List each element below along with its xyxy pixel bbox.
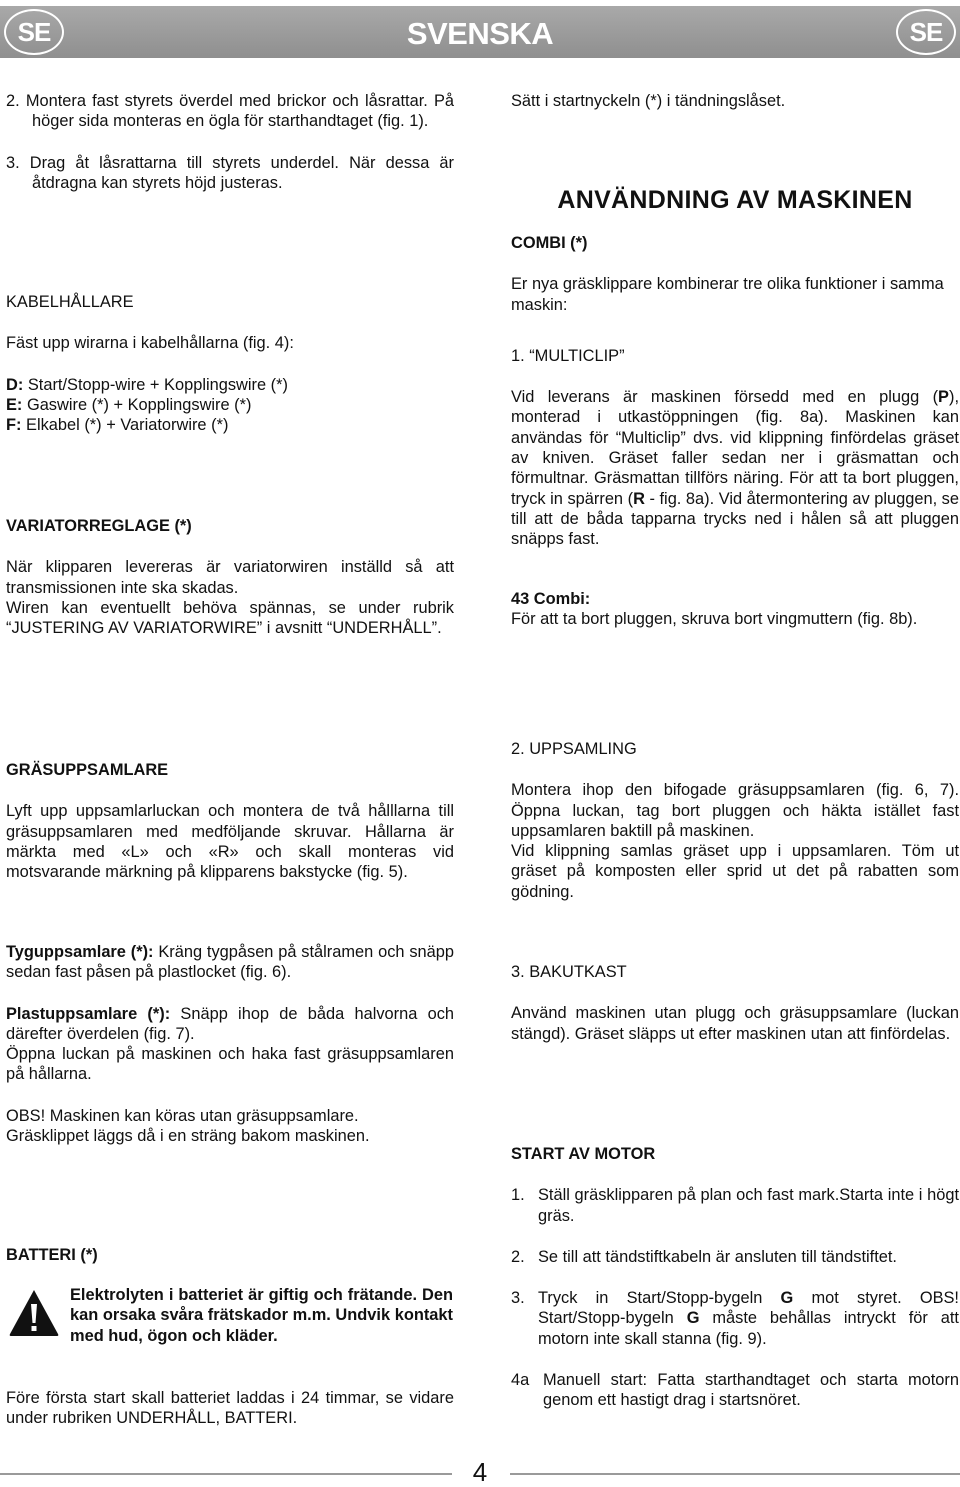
- left-top-column: [6, 91, 454, 193]
- rear-heading: 3. BAKUTKAST: [511, 963, 627, 981]
- battery-text: Före första start skall batteriet laddas i 24 timmar, se vidare under rubriken UNDERHÅLL, BATTERI.: [6, 1389, 454, 1428]
- page-number: 4: [472, 1457, 488, 1487]
- plast-label: Plastuppsamlare (*):: [6, 1004, 171, 1023]
- combi-section: [511, 233, 959, 629]
- variator-heading: VARIATORREGLAGE (*): [6, 517, 192, 535]
- warning-triangle-icon: [8, 1288, 60, 1338]
- open-text: Öppna luckan på maskinen och haka fast gräsuppsamlaren på hållarna.: [6, 1045, 454, 1084]
- tyg-label: Tyguppsamlare (*):: [6, 943, 154, 961]
- step-3: 3. Drag åt låsrattarna till styrets underdel. När dessa är åtdragna kan styrets höjd justeras.: [6, 153, 454, 192]
- motor-step-1: 1. Ställ gräsklipparen på plan och fast mark.Starta inte i högt gräs.: [511, 1186, 959, 1225]
- collect-section: [511, 739, 959, 902]
- obs-line-1: OBS! Maskinen kan köras utan gräsuppsamlare.: [6, 1106, 359, 1125]
- variator-section: [6, 516, 454, 638]
- collect-text: Montera ihop den bifogade gräsuppsamlaren (fig. 6, 7). Öppna luckan, tag bort pluggen och häkta istället fast uppsamlaren baktill på maskinen.: [511, 781, 959, 840]
- grass-heading: GRÄSUPPSAMLARE: [6, 761, 169, 779]
- rear-discharge-section: [511, 962, 959, 1044]
- collect-text-2: Vid klippning samlas gräset upp i uppsamlaren. Töm ut gräset på komposten eller sprid ut det på rabatten som gödning.: [511, 842, 959, 901]
- battery-warning-text: Elektrolyten i batteriet är giftig och frätande. Den kan orsaka svåra frätskador m.m. Undvik kontakt med hud, ögon och kläder.: [70, 1286, 453, 1345]
- language-badge-right: SE: [896, 9, 956, 55]
- collect-heading: 2. UPPSAMLING: [511, 740, 637, 758]
- kabel-section: [6, 292, 454, 435]
- motor-step-3: 3. Tryck in Start/Stopp-bygeln G mot styret. OBS! Start/Stopp-bygeln G måste behållas intryckt för att motorn inte skall stanna (fig. 9).: [511, 1289, 959, 1348]
- combi-heading: COMBI (*): [511, 234, 588, 252]
- page-title: SVENSKA: [406, 16, 554, 51]
- obs-line-2: Gräsklippet läggs då i en sträng bakom maskinen.: [6, 1127, 370, 1146]
- combi43-text: För att ta bort pluggen, skruva bort vingmuttern (fig. 8b).: [511, 609, 918, 628]
- motor-step-2: 2. Se till att tändstiftkabeln är ansluten till tändstiftet.: [511, 1247, 897, 1266]
- plast-text: Snäpp ihop de båda halvorna och därefter överdelen (fig. 7).: [6, 1004, 455, 1043]
- combi43-heading: 43 Combi:: [511, 589, 591, 608]
- battery-heading: BATTERI (*): [6, 1246, 98, 1264]
- kabel-text: Fäst upp wirarna i kabelhållarna (fig. 4):: [6, 334, 294, 353]
- multiclip-heading: 1. “MULTICLIP”: [511, 346, 625, 365]
- cable-d-label: D:: [6, 375, 24, 394]
- start-key-text: Sätt i startnyckeln (*) i tändningslåset.: [511, 92, 786, 110]
- cable-e-label: E:: [6, 395, 23, 414]
- motor-step-4a: 4a Manuell start: Fatta starthandtaget och starta motorn genom ett hastigt drag i startsnöret.: [511, 1371, 959, 1410]
- battery-section: [6, 1245, 454, 1265]
- motor-section: [511, 1144, 959, 1411]
- kabel-heading: KABELHÅLLARE: [6, 293, 134, 311]
- motor-heading: START AV MOTOR: [511, 1145, 656, 1163]
- cable-f-label: F:: [6, 416, 22, 435]
- cable-f-text: Elkabel (*) + Variatorwire (*): [21, 416, 229, 435]
- step-2: 2. Montera fast styrets överdel med brickor och låsrattar. På höger sida monteras en ögla för starthandtaget (fig. 1).: [6, 92, 454, 131]
- grass-collector-section: [6, 760, 454, 882]
- page-header: [0, 6, 960, 58]
- cable-d-text: Start/Stopp-wire + Kopplingswire (*): [23, 375, 288, 394]
- right-top-column: [511, 91, 959, 111]
- combi-text: Er nya gräsklippare kombinerar tre olika funktioner i samma maskin:: [511, 275, 944, 314]
- cable-f: [6, 415, 454, 435]
- language-badge-left: SE: [4, 9, 64, 55]
- variator-text-2: Wiren kan eventuellt behöva spännas, se under rubrik “JUSTERING AV VARIATORWIRE” i avsnitt “UNDERHÅLL”.: [6, 598, 454, 638]
- cable-e: [6, 395, 454, 415]
- cable-d: [6, 375, 454, 395]
- usage-heading: ANVÄNDNING AV MASKINEN: [557, 186, 913, 214]
- grass-text: Lyft upp uppsamlarluckan och montera de två hålllarna till gräsuppsamlaren med medföljande skruvar. Hållarna är märkta med «L» och «R» och skall monteras vid motsvarande märkning på klipparens bakstycke (fig. 5).: [6, 802, 454, 882]
- cable-e-text: Gaswire (*) + Kopplingswire (*): [22, 395, 252, 414]
- variator-text-1: När klipparen levereras är variatorwiren inställd så att transmissionen inte ska skadas.: [6, 558, 454, 597]
- multiclip-text: Vid leverans är maskinen försedd med en plugg (P), monterad i utkastöppningen (fig. 8a). Maskinen kan användas för “Multiclip” dvs. vid klippning finfördelas gräset av kniven. Gräset faller sedan ner i gräsmattan och förmultnar. Gräsmattan tillförs näring. För att ta bort pluggen, tryck in spärren (R - fig. 8a). Vid återmontering av pluggen, se till att de båda tapparna trycks ned i hålen så att pluggen snäpps fast.: [511, 388, 959, 549]
- tyg-text: Kräng tygpåsen på stålramen och snäpp sedan fast påsen på plastlocket (fig. 6).: [6, 943, 454, 982]
- collector-types: [6, 942, 454, 1146]
- rear-text: Använd maskinen utan plugg och gräsuppsamlare (luckan stängd). Gräset släpps ut efter maskinen utan att finfördelas.: [511, 1004, 959, 1043]
